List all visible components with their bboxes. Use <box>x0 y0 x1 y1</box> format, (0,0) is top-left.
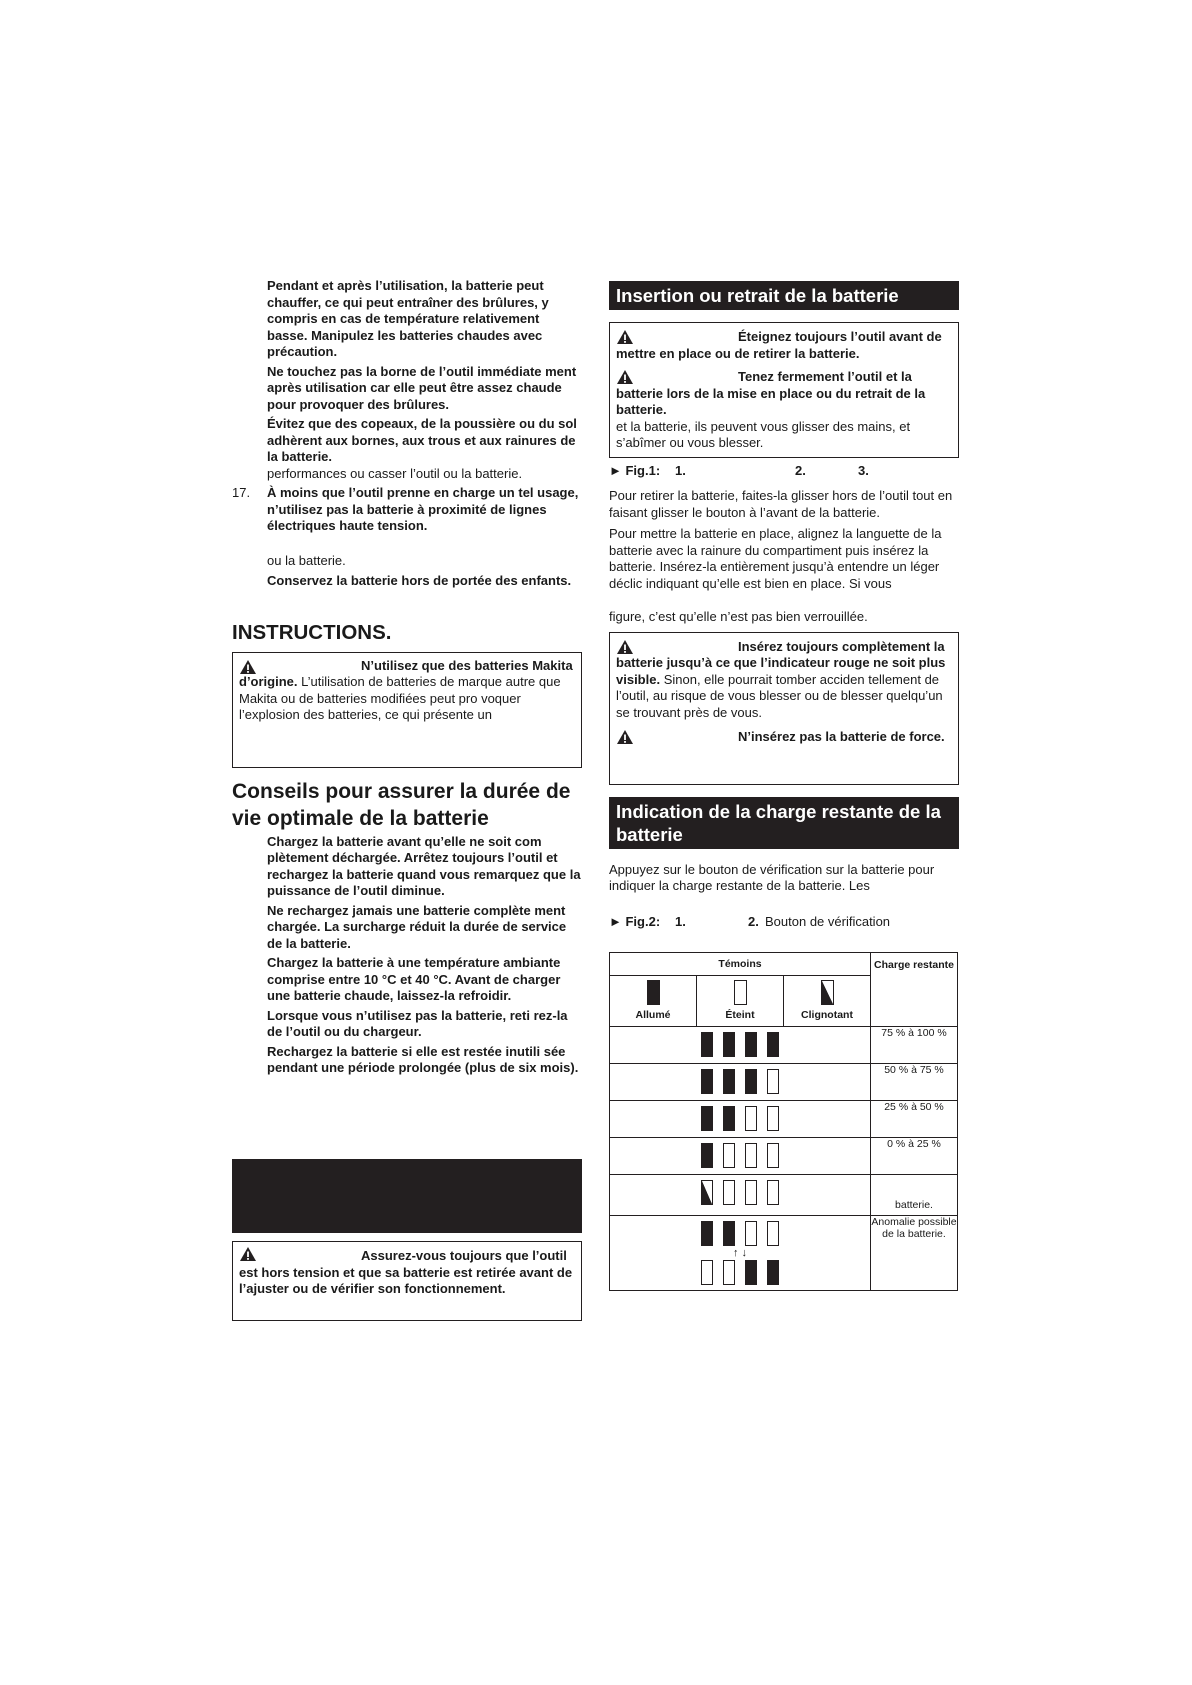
lamp-on-icon <box>701 1032 713 1057</box>
warning-triangle-icon <box>616 329 634 345</box>
warning-bold: Insérez toujours complètement la batterie jusqu’à ce que l’indicateur rouge ne soit plus visible. <box>616 638 946 687</box>
legend-on <box>610 976 697 1027</box>
lamp-on-icon <box>647 980 660 1005</box>
lamp-on-icon <box>723 1106 735 1131</box>
lamp-on-icon <box>701 1221 713 1246</box>
tip-item: Ne rechargez jamais une batterie complète ment chargée. La surcharge réduit la durée de service de la batterie. <box>267 902 567 951</box>
lamp-off-icon <box>723 1143 735 1168</box>
tip-item: Rechargez la batterie si elle est restée inutili sée pendant une période prolongée (plus de six mois). <box>267 1043 579 1075</box>
warning-text: Tenez fermement l’outil et la batterie lors de la mise en place ou du retrait de la batterie. <box>616 369 926 417</box>
fig-label: ► Fig.2: <box>609 913 661 929</box>
warning-box-insertion <box>609 322 959 458</box>
intro-paragraph: Pendant et après l’utilisation, la batterie peut chauffer, ce qui peut entraîner des brûlures, y compris en cas de température relativement basse. Manipulez les batteries chaudes avec précaution. <box>267 278 549 359</box>
legend-blink <box>784 976 871 1027</box>
fig2-caption <box>609 914 959 931</box>
tips-heading: Conseils pour assurer la durée de vie optimale de la batterie <box>232 779 571 830</box>
lamp-on-icon <box>723 1032 735 1057</box>
warning-text: Éteignez toujours l’outil avant de mettre en place ou de retirer la batterie. <box>616 329 942 361</box>
left-column <box>232 278 582 1077</box>
fig-callout: 3. <box>858 462 869 478</box>
list-text: À moins que l’outil prenne en charge un tel usage, n’utilisez pas la batterie à proximité de lignes électriques haute tension. <box>267 485 579 533</box>
warning-bold: N’utilisez que des batteries Makita d’origine. <box>239 657 573 689</box>
warning-text: Assurez-vous toujours que l’outil est hors tension et que sa batterie est retirée avant de l’ajuster ou de vérifier son fonctionnement. <box>239 1248 573 1296</box>
check-paragraph: Appuyez sur le bouton de vérification sur la batterie pour indiquer la charge restante de la batterie. Les <box>609 861 935 893</box>
lamp-cell <box>610 1138 871 1175</box>
section-title-insertion: Insertion ou retrait de la batterie <box>609 281 959 310</box>
lamp-on-icon <box>723 1069 735 1094</box>
fig-callout: 1. <box>675 462 686 478</box>
charge-cell: 25 % à 50 % <box>871 1101 958 1138</box>
lamp-cell <box>610 1175 871 1216</box>
charge-indicator-table <box>609 952 958 1291</box>
warning-triangle-icon <box>239 659 257 675</box>
charge-cell: 75 % à 100 % <box>871 1027 958 1064</box>
legend-off <box>697 976 784 1027</box>
lamp-off-icon <box>734 980 747 1005</box>
lamp-off-icon <box>767 1143 779 1168</box>
fig-callout: 1. <box>675 913 686 929</box>
lamp-on-icon <box>701 1143 713 1168</box>
warning-text: L’utilisation de batteries de marque autre que Makita ou de batteries modifiées peut pro voquer l’explosion des batteries, ce qui présente un <box>239 674 561 722</box>
warning-box-insert-fully <box>609 632 959 785</box>
legend-label: Allumé <box>635 1009 671 1021</box>
lamp-off-icon <box>723 1180 735 1205</box>
warning-box-original-batteries <box>232 652 582 768</box>
perf-line: performances ou casser l’outil ou la batterie. <box>267 465 523 481</box>
warning-triangle-icon <box>616 729 634 745</box>
right-column <box>609 281 959 1291</box>
fig-callout-text: Bouton de vérification <box>765 913 891 929</box>
battery-line: ou la batterie. <box>267 552 346 568</box>
lamp-on-icon <box>745 1032 757 1057</box>
section-title-charge: Indication de la charge restante de la batterie <box>609 797 959 849</box>
list-number: 17. <box>232 485 251 500</box>
lamp-on-icon <box>767 1032 779 1057</box>
table-row <box>610 1101 958 1138</box>
lamp-off-icon <box>767 1180 779 1205</box>
charge-cell: batterie. <box>871 1175 958 1216</box>
warning-triangle-icon <box>616 369 634 385</box>
legend-label: Clignotant <box>801 1009 853 1021</box>
lamp-on-icon <box>767 1260 779 1285</box>
table-row <box>610 1064 958 1101</box>
lamp-cell <box>610 1064 871 1101</box>
lamp-off-icon <box>767 1221 779 1246</box>
lamp-cell <box>610 1027 871 1064</box>
intro-paragraph: Ne touchez pas la borne de l’outil immédiate ment après utilisation car elle peut être assez chaude pour provoquer des brûlures. <box>267 363 577 412</box>
tip-item: Chargez la batterie à une température ambiante comprise entre 10 °C et 40 °C. Avant de charger une batterie chaude, laissez-la refroidir. <box>267 955 561 1003</box>
fig1-caption <box>609 463 959 480</box>
remove-paragraph: Pour retirer la batterie, faites-la glisser hors de l’outil tout en faisant glisser le bouton à l’avant de la batterie. <box>609 488 953 520</box>
insert-paragraph: Pour mettre la batterie en place, alignez la languette de la batterie avec la rainure du compartiment puis insérez la batterie. Insérez-la entièrement jusqu’à entendre un léger déclic indiquant qu’elle est bien en place. Si vous <box>609 526 942 591</box>
lamp-on-icon <box>701 1106 713 1131</box>
instructions-heading: INSTRUCTIONS. <box>232 620 392 644</box>
lamp-cell <box>610 1216 871 1291</box>
table-row <box>610 1175 958 1216</box>
charge-cell: 0 % à 25 % <box>871 1138 958 1175</box>
lamp-off-icon <box>745 1143 757 1168</box>
lamp-off-icon <box>767 1106 779 1131</box>
header-charge: Charge restante <box>871 953 958 1027</box>
lamp-blink-icon <box>701 1180 713 1205</box>
warning-triangle-icon <box>239 1246 257 1262</box>
table-row <box>610 1027 958 1064</box>
list-item-17 <box>232 485 582 535</box>
intro-paragraph: Évitez que des copeaux, de la poussière ou du sol adhèrent aux bornes, aux trous et aux rainures de la batterie. <box>267 416 577 464</box>
charge-cell: Anomalie possible de la batterie. <box>871 1216 958 1291</box>
warning-triangle-icon <box>616 639 634 655</box>
fig-callout: 2. <box>795 462 806 478</box>
lamp-cell <box>610 1101 871 1138</box>
figure-paragraph: figure, c’est qu’elle n’est pas bien verrouillée. <box>609 609 868 624</box>
children-line: Conservez la batterie hors de portée des enfants. <box>267 573 572 588</box>
lamp-blink-icon <box>821 980 834 1005</box>
warning-box-power-off <box>232 1241 582 1321</box>
lamp-off-icon <box>767 1069 779 1094</box>
lamp-off-icon <box>745 1106 757 1131</box>
lamp-off-icon <box>745 1221 757 1246</box>
lamp-on-icon <box>723 1221 735 1246</box>
charge-cell: 50 % à 75 % <box>871 1064 958 1101</box>
table-row <box>610 1216 958 1291</box>
warning-text: Sinon, elle pourrait tomber acciden tellement de l’outil, au risque de vous blesser ou de blesser quelqu’un se trouvant près de vous. <box>616 671 943 720</box>
warning-body: et la batterie, ils peuvent vous glisser des mains, et s’abîmer ou vous blesser. <box>616 418 911 450</box>
lamp-on-icon <box>745 1260 757 1285</box>
tip-item: Chargez la batterie avant qu’elle ne soit com plètement déchargée. Arrêtez toujours l’outil et rechargez la batterie quand vous remarquez que la puissance de l’outil diminue. <box>267 833 581 898</box>
warning-text: N’insérez pas la batterie de force. <box>738 729 945 744</box>
table-row <box>610 1138 958 1175</box>
lamp-off-icon <box>745 1180 757 1205</box>
fig-callout: 2. <box>748 913 759 929</box>
lamp-off-icon <box>723 1260 735 1285</box>
lamp-off-icon <box>701 1260 713 1285</box>
header-lamps: Témoins <box>610 953 871 976</box>
alternating-arrows: ↑ ↓ <box>732 1247 748 1259</box>
lamp-on-icon <box>701 1069 713 1094</box>
section-band-blank <box>232 1159 582 1233</box>
lamp-on-icon <box>745 1069 757 1094</box>
legend-label: Éteint <box>725 1009 755 1021</box>
tip-item: Lorsque vous n’utilisez pas la batterie, reti rez-la de l’outil ou du chargeur. <box>267 1007 568 1039</box>
fig-label: ► Fig.1: <box>609 462 661 478</box>
